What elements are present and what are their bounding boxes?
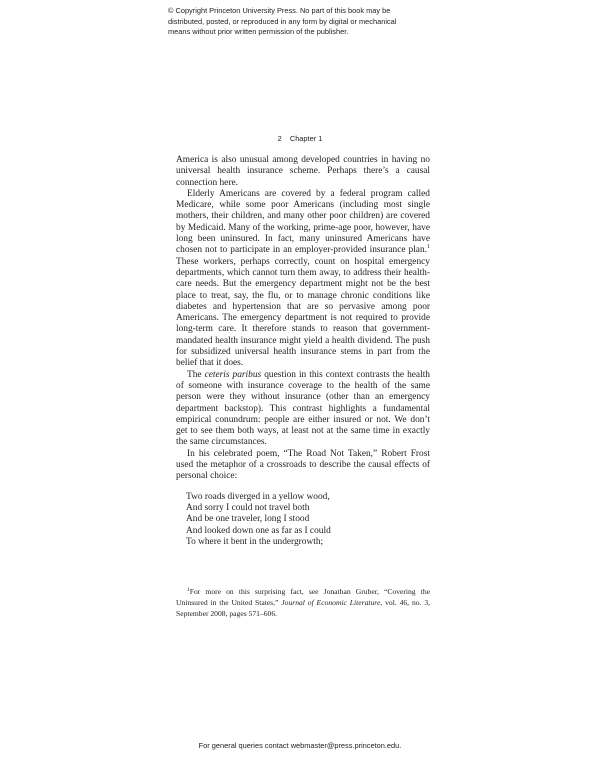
copyright-notice (168, 6, 458, 38)
paragraph: In his celebrated poem, “The Road Not Taken,” Robert Frost used the metaphor of a crossroads to describe the causal effects of personal choice: (176, 448, 430, 482)
copyright-line: means without prior written permission of the publisher. (168, 27, 349, 36)
paragraph: America is also unusual among developed countries in having no universal health insurance scheme. Perhaps there’s a causal connection here. (176, 155, 430, 188)
footnote (176, 587, 430, 619)
poem-line: And be one traveler, long I stood (186, 514, 310, 525)
copyright-line: distributed, posted, or reproduced in any form by digital or mechanical (168, 16, 397, 26)
journal-title: Journal of Economic Literature (281, 597, 381, 607)
main-text (176, 155, 430, 548)
page-footer: For general queries contact webmaster@press.princeton.edu. (198, 741, 402, 750)
chapter-title: Chapter 1 (289, 134, 323, 143)
paragraph-text: These workers, perhaps correctly, count on hospital emergency departments, which cannot turn them away, to address their health-care needs. But the emergency department might not be the best place to treat, say, the flu, or to manage chronic conditions like diabetes and hypertension that are so pervasive among poor Americans. The emergency department is not required to provide long-term care. It therefore stands to reason that government-mandated health insurance might yield a health dividend. The push for subsidized universal health insurance stems in part from the belief that it does. (176, 256, 430, 369)
paragraph (176, 370, 430, 449)
poem-line: And sorry I could not travel both (186, 502, 310, 513)
poem-line: To where it bent in the undergrowth; (186, 536, 324, 547)
paragraph-text: The (187, 369, 205, 380)
copyright-line: © Copyright Princeton University Press. No part of this book may be (168, 6, 391, 15)
poem-line: And looked down one as far as I could (186, 525, 331, 536)
footnote-text: , vol. 46, no. 3, September 2008, pages 571–606. (176, 597, 431, 618)
running-header (0, 134, 600, 143)
paragraph-text: Elderly Americans are covered by a federal program called Medicare, while some poor Americans (including most single mothers, their children, and many other poor children) are covered by Medicaid. Many of the working, prime-age poor, however, have long been uninsured. In fact, many uninsured Americans have chosen not to participate in an employer-provided insurance plan. (176, 188, 430, 256)
page-number: 2 (277, 134, 282, 143)
poem-line: Two roads diverged in a yellow wood, (186, 491, 330, 502)
footnote-text: For more on this surprising fact, see Jonathan Gruber, “Covering the Uninsured in the United States,” (176, 587, 430, 607)
paragraph-text: question in this context contrasts the health of someone with insurance coverage to the health of the same person were they without insurance (other than an emergency department backstop). This contrast highlights a fundamental empirical conundrum: people are either insured or not. We don’t get to see them both ways, at least not at the same time in exactly the same circumstances. (176, 369, 430, 448)
paragraph (176, 189, 430, 370)
poem-quote (186, 492, 430, 548)
footnote-marker: 1 (187, 587, 190, 593)
footnote-reference: 1 (427, 244, 430, 251)
italic-term: ceteris paribus (204, 369, 262, 380)
